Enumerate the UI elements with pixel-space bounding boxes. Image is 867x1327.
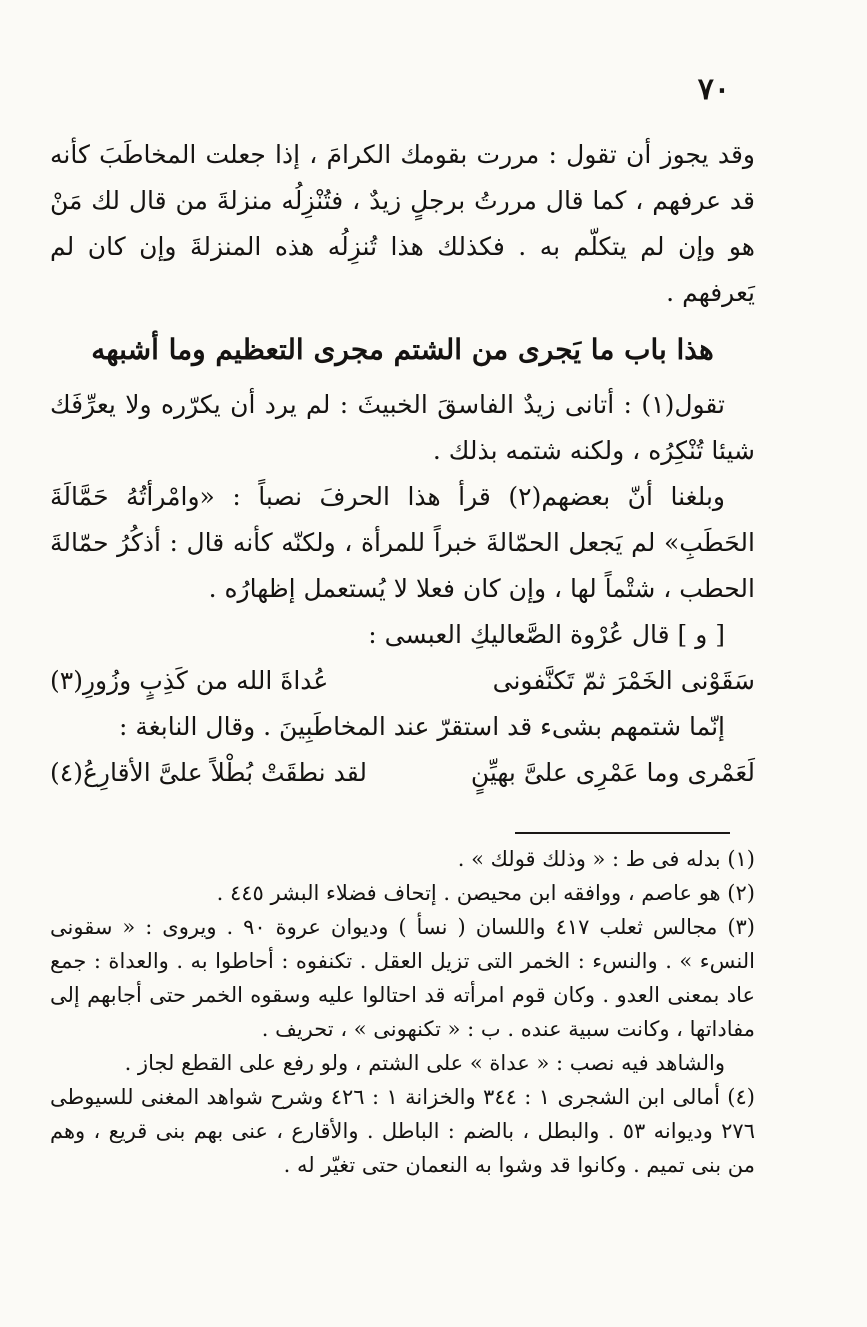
verse-line [50, 750, 755, 796]
verse-first-hemistich: سَقَوْنى الخَمْرَ ثمّ تَكنَّفونى [492, 666, 755, 695]
verse-second-hemistich: عُداةَ الله من كَذِبٍ وزُورِ(٣) [50, 666, 329, 695]
footnote: (٢) هو عاصم ، ووافقه ابن محيصن . إتحاف فضلاء البشر ٤٤٥ . [216, 881, 755, 905]
verse-line [50, 658, 755, 704]
paragraph: إنّما شتمهم بشىء قد استقرّ عند المخاطَبِينَ . وقال النابغة : [118, 712, 725, 741]
footnote: والشاهد فيه نصب : « عداة » على الشتم ، ولو رفع على القطع لجاز . [124, 1051, 725, 1075]
paragraph: وبلغنا أنّ بعضهم(٢) قرأ هذا الحرفَ نصباً : «وامْرأتُهُ حَمَّالَةَ الحَطَبِ» لم يَجعل الحمّالةَ خبراً للمرأة ، ولكنّه كأنه قال : أذكُرُ حمّالةَ الحطب ، شتْماً لها ، وإن كان فعلا لا يُستعمل إظهارُه . [50, 482, 755, 603]
page-number: ٧٠ [697, 72, 730, 107]
verse-intro: [ و ] قال عُرْوة الصَّعاليكِ العبسى : [368, 620, 725, 649]
paragraph: تقول(١) : أتانى زيدٌ الفاسقَ الخبيثَ : لم يرد أن يكرّره ولا يعرِّفَك شيئا تُنْكِرُه ، ولكنه شتمه بذلك . [50, 390, 755, 465]
verse-first-hemistich: لَعَمْرى وما عَمْرِى علىَّ بهيِّنٍ [470, 758, 755, 787]
footnote: (٣) مجالس ثعلب ٤١٧ واللسان ( نسأ ) وديوان عروة ٩٠ . ويروى : « سقونى النسء » . والنسء : الخمر التى تزيل العقل . تكنفوه : أحاطوا به . والعداة : جمع عاد بمعنى العدو . وكان قوم امرأته قد احتالوا عليه وسقوه الخمر حتى أجابهم إلى مفاداتها ، وكانت سبية عنده . ب : « تكنهونى » ، تحريف . [50, 915, 755, 1041]
main-text [50, 132, 755, 796]
footnote: (٤) أمالى ابن الشجرى ١ : ٣٤٤ والخزانة ١ : ٤٢٦ وشرح شواهد المغنى للسيوطى ٢٧٦ وديوانه ٥٣ . والبطل ، بالضم : الباطل . والأقارع ، عنى بهم بنى قريع ، وهم من بنى تميم . وكانوا قد وشوا به النعمان حتى تغيّر له . [50, 1085, 755, 1177]
verse-second-hemistich: لقد نطقَتْ بُطْلاً علىَّ الأقارِعُ(٤) [50, 758, 367, 787]
paragraph: وقد يجوز أن تقول : مررت بقومك الكرامَ ، إذا جعلت المخاطَبَ كأنه قد عرفهم ، كما قال مررتُ برجلٍ زيدٌ ، فتُنْزِلُه منزلةَ من قال لك مَنْ هو وإن لم يتكلّم به . فكذلك هذا تُنزِلُه هذه المنزلةَ وإن كان لم يَعرفهم . [50, 140, 755, 307]
footnote-divider [515, 832, 730, 834]
chapter-heading: هذا باب ما يَجرى من الشتم مجرى التعظيم وما أشبهه [91, 333, 714, 366]
footnotes [50, 842, 755, 1182]
footnote: (١) بدله فى ط : « وذلك قولك » . [457, 847, 755, 871]
